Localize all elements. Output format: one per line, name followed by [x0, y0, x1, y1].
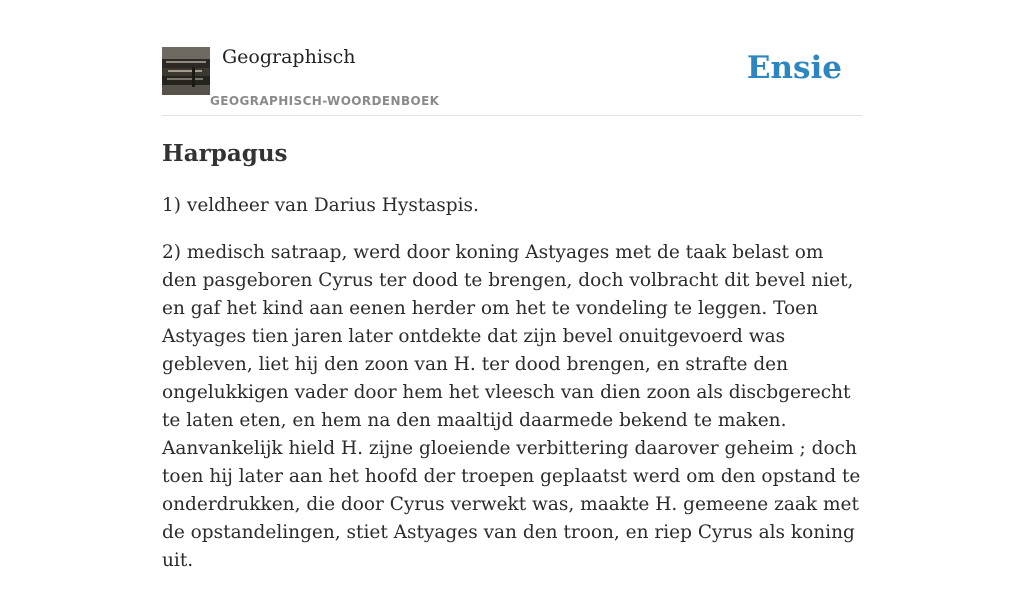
brand-logo[interactable]: Ensie — [746, 50, 842, 86]
entry-paragraph-2: 2) medisch satraap, werd door koning Astyages met de taak belast om den pasgeboren Cyrus ter dood te brengen, doch volbracht dit bevel niet, en gaf het kind aan eenen herder om het te vondeling te leggen. Toen Astyages tien jaren later ontdekte dat zijn bevel onuitgevoerd was gebleven, liet hij den zoon van H. ter dood brengen, en strafte den ongelukkigen vader door hem het vleesch van dien zoon als discbgerecht te laten eten, en hem na den maaltijd daarmede bekend te maken. Aanvankelijk hield H. zijne gloeiende verbittering daarover geheim ; doch toen hij later aan het hoofd der troepen geplaatst werd om den opstand te onderdrukken, die door Cyrus verwekt was, maakte H. gemeene zaak met de opstandelingen, stiet Astyages van den troon, en riep Cyrus als koning uit. — [162, 242, 861, 571]
entry-body — [162, 192, 862, 594]
entry-title: Harpagus — [162, 140, 288, 167]
source-subtitle[interactable]: GEOGRAPHISCH-WOORDENBOEK — [210, 94, 440, 108]
source-name[interactable]: Geographisch — [222, 46, 356, 68]
source-avatar[interactable] — [162, 47, 210, 95]
book-stack-photo-icon — [162, 47, 210, 95]
source-header — [162, 40, 862, 116]
entry-paragraph-1: 1) veldheer van Darius Hystaspis. — [162, 195, 479, 216]
